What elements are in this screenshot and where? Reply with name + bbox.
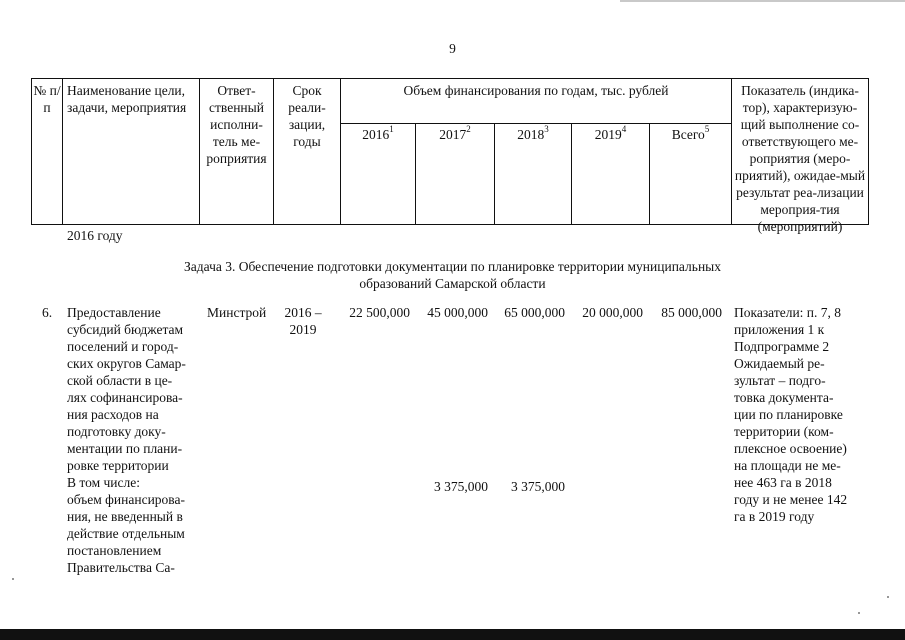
grid-line [868, 78, 869, 225]
row-indicator-line: территории (ком- [734, 424, 834, 439]
row-name [67, 304, 194, 576]
sub-amount-2017: 3 375,000 [434, 479, 488, 494]
row-indicator-line: приложения 1 к [734, 322, 825, 337]
row-name-line: ровке территории [67, 458, 169, 473]
scan-speck [887, 596, 889, 598]
row-executor: Минстрой [207, 305, 267, 320]
grid-line [731, 78, 732, 225]
header-year-2018: 2018$^3$ [517, 123, 549, 142]
task-title-line2: образований Самарской области [359, 276, 546, 291]
row-name-line: ментации по плани- [67, 441, 183, 456]
amount-2018: 65 000,000 [504, 305, 565, 320]
header-year-total: Всего$^5$ [671, 123, 710, 142]
row-name-line: лях софинансирова- [67, 390, 183, 405]
header-col-funding: Объем финансирования по годам, тыс. рублей [403, 83, 669, 98]
row-name-line: постановлением [67, 543, 162, 558]
top-rule [620, 0, 905, 2]
header-col-term: Срок реали-зации, годы [288, 83, 326, 149]
row-name-line: объем финансирова- [67, 492, 185, 507]
grid-line [340, 78, 341, 225]
row-indicator-line: га в 2019 году [734, 509, 815, 524]
row-name-line: ских округов Самар- [67, 356, 186, 371]
row-indicator-line: году и не менее 142 [734, 492, 848, 507]
scan-speck [858, 612, 860, 614]
page-number: 9 [449, 41, 456, 56]
row-number: 6. [42, 305, 53, 320]
sub-amount-2018: 3 375,000 [511, 479, 565, 494]
row-name-line: ния расходов на [67, 407, 159, 422]
header-col-executor: Ответ-ственный исполни-тель ме-роприятия [206, 83, 267, 166]
header-year-2019: 2019$^4$ [594, 123, 627, 142]
amount-total: 85 000,000 [661, 305, 722, 320]
task-title-line1: Задача 3. Обеспечение подготовки документации по планировке территории муниципальных [184, 259, 721, 274]
row-name-line: действие отдельным [67, 526, 185, 541]
row-name-line: поселений и город- [67, 339, 179, 354]
row-term-line: 2019 [289, 322, 317, 337]
grid-line [62, 78, 63, 225]
row-indicator-line: ции по планировке [734, 407, 843, 422]
row-name-line: ния, не введенный в [67, 509, 183, 524]
row-term [278, 304, 328, 338]
row-indicator-line: Показатели: п. 7, 8 [734, 305, 842, 320]
scan-speck [12, 578, 14, 580]
amount-2019: 20 000,000 [582, 305, 643, 320]
header-col-name: Наименование цели, задачи, мероприятия [67, 83, 187, 115]
header-top-border [31, 78, 869, 79]
header-year-2017: 2017$^2$ [439, 123, 471, 142]
row-indicator-line: Подпрограмме 2 [734, 339, 830, 354]
amount-2017: 45 000,000 [427, 305, 488, 320]
prev-row-text: 2016 году [67, 228, 123, 243]
row-name-line: В том числе: [67, 475, 140, 490]
row-name-line: субсидий бюджетам [67, 322, 184, 337]
row-name-line: ской области в це- [67, 373, 173, 388]
row-name-line: подготовку доку- [67, 424, 166, 439]
row-term-line: 2016 – [284, 305, 322, 320]
row-indicator-line: зультат – подго- [734, 373, 826, 388]
row-indicator-line: нее 463 га в 2018 [734, 475, 832, 490]
header-col-num: № п/п [33, 83, 61, 115]
bottom-edge-bar [0, 629, 905, 640]
row-indicator-line: плексное освоение) [734, 441, 847, 456]
row-indicator-line: на площади не ме- [734, 458, 841, 473]
years-divider [340, 123, 731, 124]
row-indicator-line: товка документа- [734, 390, 834, 405]
row-name-line: Правительства Са- [67, 560, 175, 575]
header-col-indicator: Показатель (индика-тор), характеризую-щий выполнение со-ответствующего ме-роприятия (меро-приятий), ожидае-мый результат реа-лизации мероприя-тия (мероприятий) [734, 83, 866, 234]
header-year-2016: 2016$^1$ [362, 123, 394, 142]
amount-2016: 22 500,000 [349, 305, 410, 320]
row-indicator [734, 304, 868, 525]
row-indicator-line: Ожидаемый ре- [734, 356, 825, 371]
row-name-line: Предоставление [67, 305, 161, 320]
